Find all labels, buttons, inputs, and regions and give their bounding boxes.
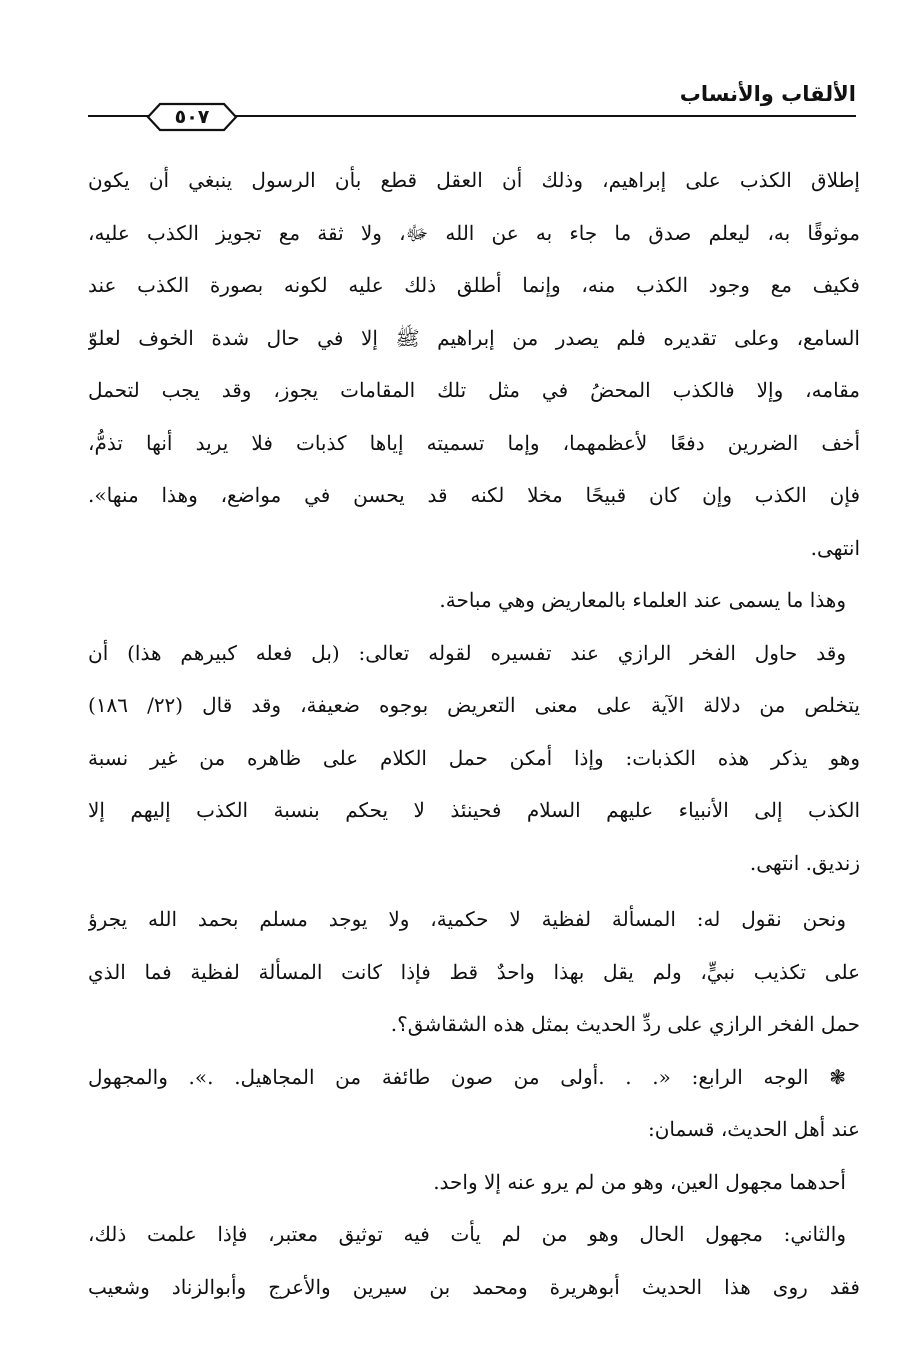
- text-line-8: انتهى.: [810, 535, 860, 560]
- text-line-6: أخف الضررين دفعًا لأعظمهما، وإما تسميته إياها كذبات فلا يريد أنها تذمُّ،: [88, 430, 860, 455]
- text-line-19: عند أهل الحديث، قسمان:: [648, 1117, 860, 1141]
- body-text: [88, 154, 860, 1313]
- text-line-14: زنديق. انتهى.: [749, 850, 860, 875]
- page-number: ٥٠٧: [174, 106, 210, 128]
- text-line-5: مقامه، وإلا فالكذب المحضُ في مثل تلك المقامات يجوز، وقد يجب لتحمل: [88, 378, 860, 402]
- text-line-12: وهو يذكر هذه الكذبات: وإذا أمكن حمل الكلام على ظاهره من غير نسبة: [88, 745, 860, 770]
- text-line-9: وهذا ما يسمى عند العلماء بالمعاريض وهي مباحة.: [439, 588, 846, 612]
- text-line-15: ونحن نقول له: المسألة لفظية لا حكمية، ولا يوجد مسلم بحمد الله يجرؤ: [88, 907, 846, 931]
- text-line-11: يتخلص من دلالة الآية على معنى التعريض بوجوه ضعيفة، وقد قال (٢٢/ ١٨٦): [88, 693, 860, 717]
- text-line-3: فكيف مع وجود الكذب منه، وإنما أطلق ذلك عليه لكونه بصورة الكذب عند: [88, 273, 860, 297]
- text-line-22: فقد روى هذا الحديث أبوهريرة ومحمد بن سيرين والأعرج وأبوالزناد وشعيب: [88, 1274, 860, 1299]
- text-line-16: على تكذيب نبيٍّ، ولم يقل بهذا واحدٌ قط فإذا كانت المسألة لفظية فما الذي: [88, 959, 860, 984]
- text-line-18: ❃ الوجه الرابع: «. . .أولى من صون طائفة من المجاهيل. .». والمجهول: [88, 1064, 846, 1089]
- text-line-20: أحدهما مجهول العين، وهو من لم يرو عنه إلا واحد.: [433, 1169, 846, 1194]
- text-line-13: الكذب إلى الأنبياء عليهم السلام فحينئذ لا يحكم بنسبة الكذب إليهم إلا: [88, 798, 860, 822]
- text-line-21: والثاني: مجهول الحال وهو من لم يأت فيه توثيق معتبر، فإذا علمت ذلك،: [88, 1222, 846, 1246]
- text-line-7: فإن الكذب وإن كان قبيحًا مخلا لكنه قد يحسن في مواضع، وهذا منها».: [88, 483, 860, 507]
- running-title: الألقاب والأنساب: [679, 82, 856, 106]
- page-number-badge: [146, 102, 238, 132]
- text-line-10: وقد حاول الفخر الرازي عند تفسيره لقوله تعالى: (بل فعله كبيرهم هذا) أن: [88, 640, 846, 665]
- text-line-1: إطلاق الكذب على إبراهيم، وذلك أن العقل قطع بأن الرسول ينبغي أن يكون: [88, 168, 860, 192]
- text-line-17: حمل الفخر الرازي على ردِّ الحديث بمثل هذه الشقاشق؟.: [390, 1012, 860, 1036]
- text-line-4: السامع، وعلى تقديره فلم يصدر من إبراهيم ﷺ إلا في حال شدة الخوف لعلوّ: [88, 325, 860, 350]
- page-header: [88, 74, 856, 134]
- text-line-2: موثوقًا به، ليعلم صدق ما جاء به عن الله ﷻ، ولا ثقة مع تجويز الكذب عليه،: [88, 220, 860, 245]
